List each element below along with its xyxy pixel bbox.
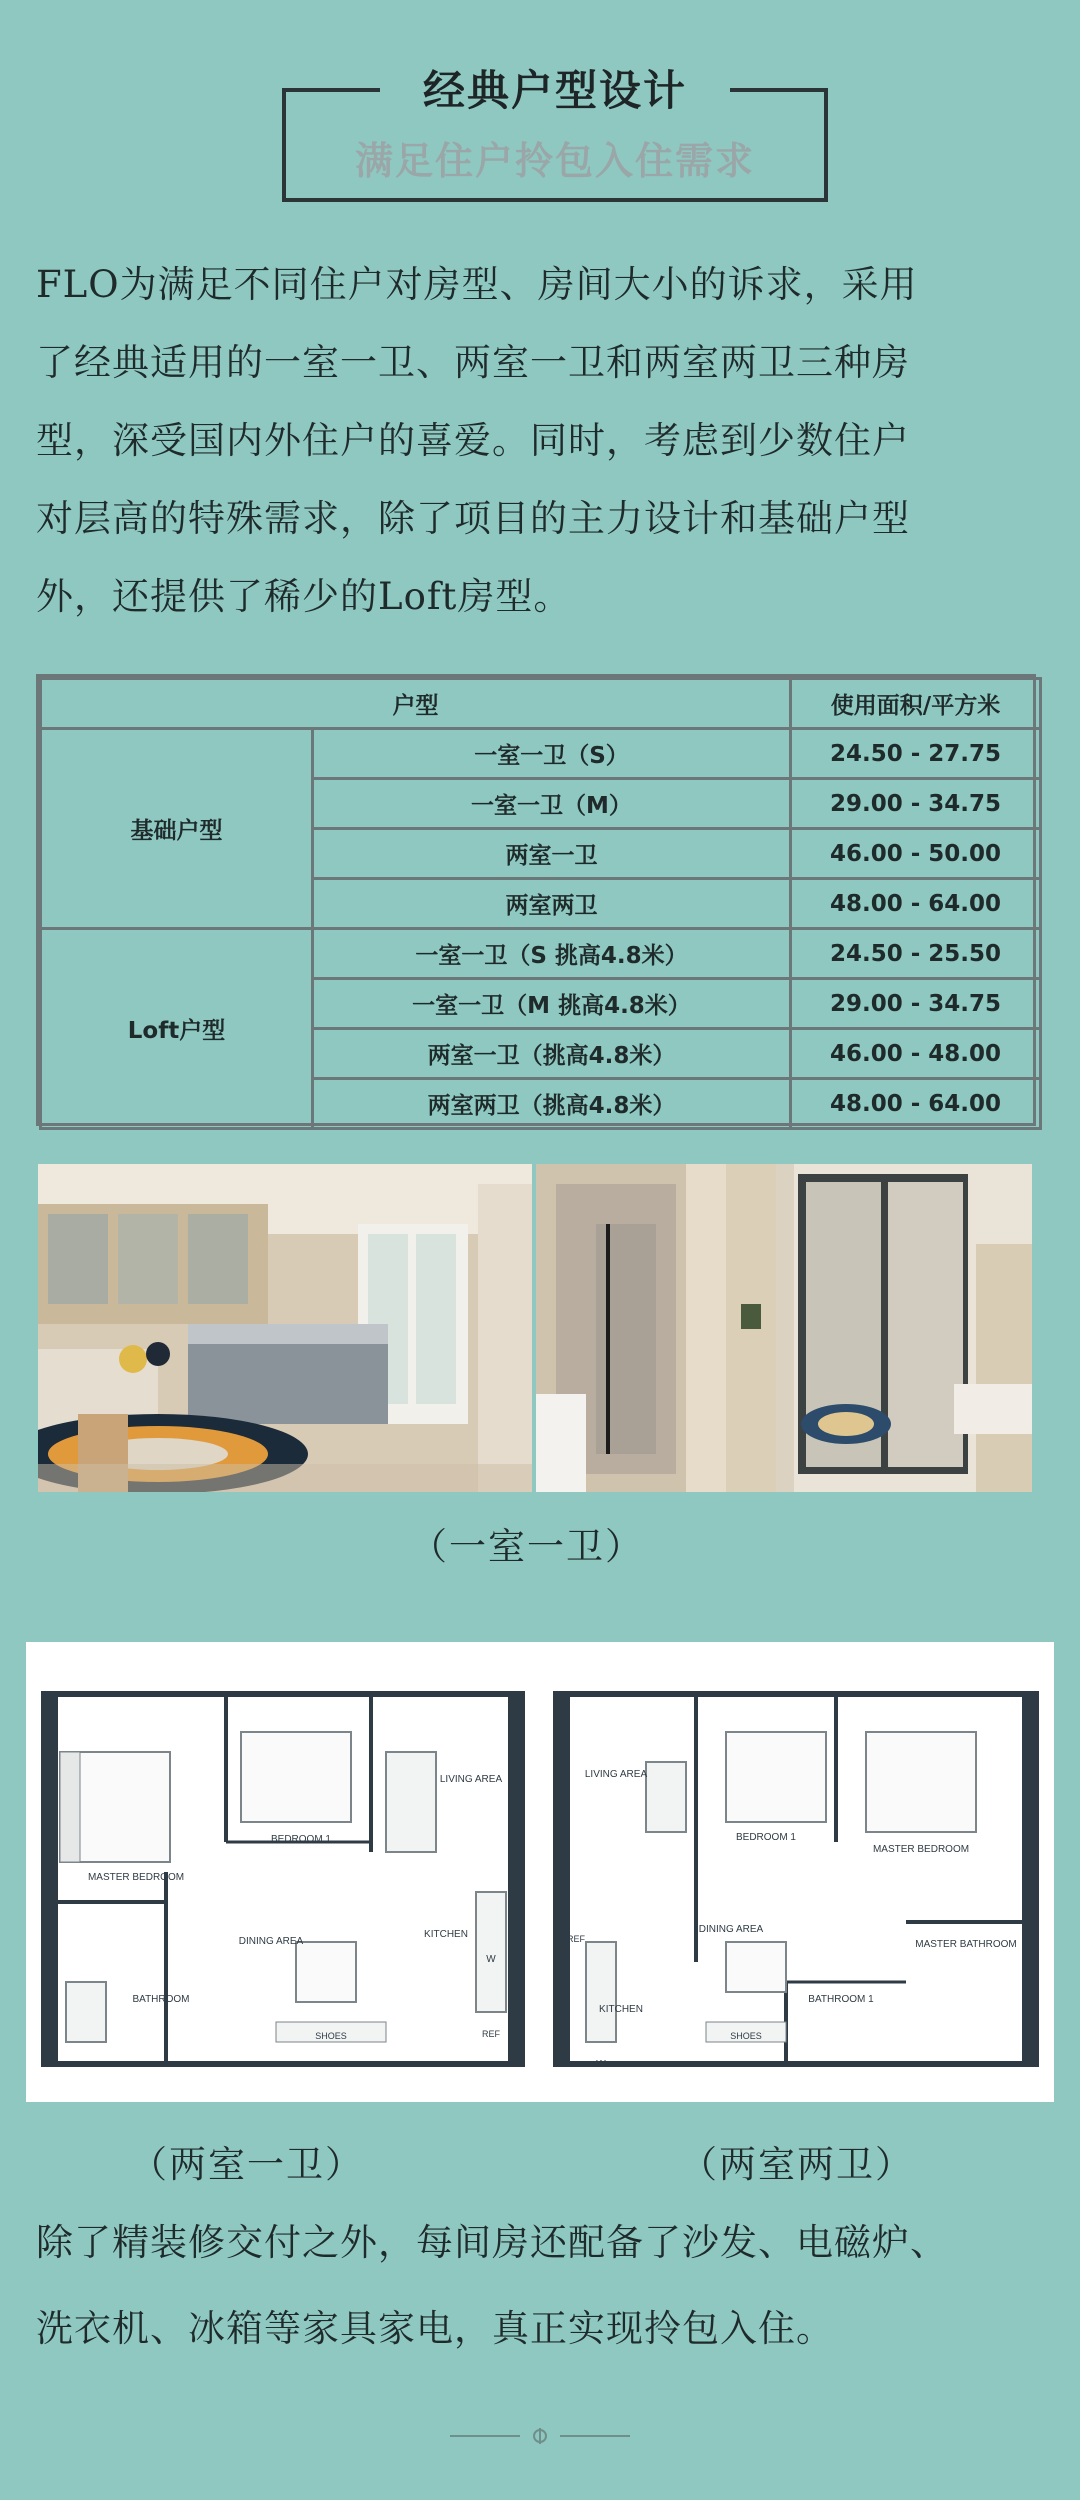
table-cell-type: 两室一卫（挑高4.8米） [313,1029,791,1079]
table-cell-area: 29.00 - 34.75 [791,779,1041,829]
table-cell-type: 一室一卫（S） [313,729,791,779]
label-shoes-2: SHOES [730,2031,762,2041]
floor-plan-two-bed-two-bath [556,1694,1036,2070]
label-bathroom: BATHROOM [132,1994,190,2005]
outro-line: 洗衣机、冰箱等家具家电，真正实现拎包入住。 [36,2307,834,2350]
table-cell-area: 29.00 - 34.75 [791,979,1041,1029]
title-frame-top-right [730,88,828,92]
table-cell-area: 48.00 - 64.00 [791,879,1041,929]
label-washer-2: W [596,2059,606,2070]
intro-line: FLO为满足不同住户对房型、房间大小的诉求，采用 [36,263,918,306]
label-shoes: SHOES [315,2031,347,2041]
label-living: LIVING AREA [439,1774,503,1785]
table-cell-type: 一室一卫（M 挑高4.8米） [313,979,791,1029]
intro-line: 型，深受国内外住户的喜爱。同时，考虑到少数住户 [36,419,910,462]
ornament-divider [450,2428,630,2444]
label-bedroom1: BEDROOM 1 [270,1834,332,1845]
caption-one-bed: （一室一卫） [410,1525,644,1568]
intro-line: 外，还提供了稀少的Loft房型。 [36,575,572,618]
floor-plans-panel [26,1642,1054,2102]
label-dining: DINING AREA [238,1936,304,1947]
intro-line: 对层高的特殊需求，除了项目的主力设计和基础户型 [36,497,910,540]
bathroom-photo [536,1164,1032,1492]
label-kitchen-2: KITCHEN [599,2004,643,2015]
table-cell-area: 46.00 - 48.00 [791,1029,1041,1079]
label-dining-2: DINING AREA [698,1924,764,1935]
group-basic: 基础户型 [41,729,313,929]
label-bedroom1-2: BEDROOM 1 [735,1832,797,1843]
table-header-type: 户型 [41,679,791,729]
floor-plan-two-bed-one-bath [44,1694,522,2064]
table-cell-area: 24.50 - 25.50 [791,929,1041,979]
table-cell-type: 两室两卫 [313,879,791,929]
table-cell-type: 一室一卫（S 挑高4.8米） [313,929,791,979]
label-living-2: LIVING AREA [584,1769,648,1780]
label-master-bathroom: MASTER BATHROOM [915,1939,1017,1950]
table-cell-type: 两室一卫 [313,829,791,879]
label-master-bedroom-2: MASTER BEDROOM [872,1844,970,1855]
page-subtitle: 满足住户拎包入住需求 [354,139,755,183]
outro-line: 除了精装修交付之外，每间房还配备了沙发、电磁炉、 [36,2221,948,2264]
label-ref-2: REF [567,1934,585,1944]
table-cell-area: 48.00 - 64.00 [791,1079,1041,1129]
group-loft: Loft户型 [41,929,313,1129]
intro-line: 了经典适用的一室一卫、两室一卫和两室两卫三种房 [36,341,910,384]
title-frame-top-left [282,88,380,92]
label-bathroom1-2: BATHROOM 1 [808,1994,874,2005]
intro-paragraph [36,246,1046,636]
caption-two-bed-two-bath: （两室两卫） [680,2143,914,2186]
unit-type-table [36,674,1036,1126]
outro-paragraph [36,2200,1046,2372]
table-cell-area: 24.50 - 27.75 [791,729,1041,779]
table-cell-area: 46.00 - 50.00 [791,829,1041,879]
table-cell-type: 一室一卫（M） [313,779,791,829]
caption-two-bed-one-bath: （两室一卫） [130,2143,364,2186]
page-title: 经典户型设计 [422,66,687,115]
bedroom-photo [38,1164,532,1492]
table-header-area: 使用面积/平方米 [791,679,1041,729]
label-washer: W [486,1954,496,1965]
table-cell-type: 两室两卫（挑高4.8米） [313,1079,791,1129]
label-kitchen: KITCHEN [424,1929,468,1940]
label-ref: REF [482,2029,500,2039]
label-master-bedroom: MASTER BEDROOM [87,1872,185,1883]
